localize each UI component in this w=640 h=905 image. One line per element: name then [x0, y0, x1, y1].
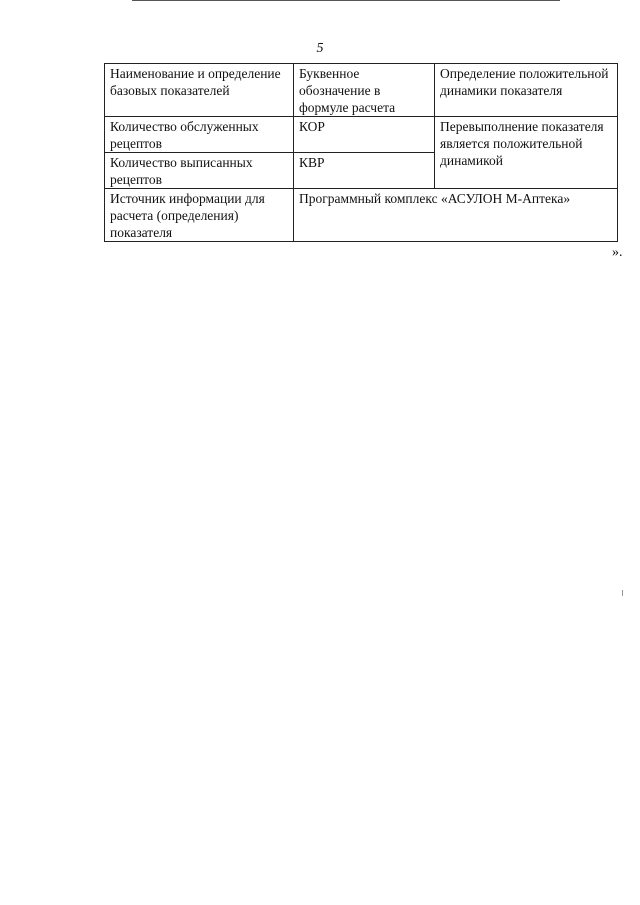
- margin-mark: [622, 590, 623, 596]
- top-rule: [132, 0, 560, 1]
- header-indicator-name: Наименование и определение базовых показателей: [105, 64, 294, 117]
- header-dynamics-definition: Определение положительной динамики показателя: [435, 64, 618, 117]
- source-value-cell: Программный комплекс «АСУЛОН М-Аптека»: [294, 189, 618, 242]
- source-row: [105, 189, 618, 242]
- table-row: [105, 117, 618, 153]
- indicator-code-cell: КВР: [294, 153, 435, 189]
- dynamics-cell: Перевыполнение показателя является положительной динамикой: [435, 117, 618, 189]
- indicator-code-cell: КОР: [294, 117, 435, 153]
- closing-quote: ».: [612, 245, 623, 260]
- page-number: 5: [316, 41, 324, 56]
- table-header-row: [105, 64, 618, 117]
- source-label-cell: Источник информации для расчета (определения) показателя: [105, 189, 294, 242]
- header-letter-code: Буквенное обозначение в формуле расчета: [294, 64, 435, 117]
- indicator-name-cell: Количество выписанных рецептов: [105, 153, 294, 189]
- indicator-name-cell: Количество обслуженных рецептов: [105, 117, 294, 153]
- indicators-table: [104, 63, 618, 242]
